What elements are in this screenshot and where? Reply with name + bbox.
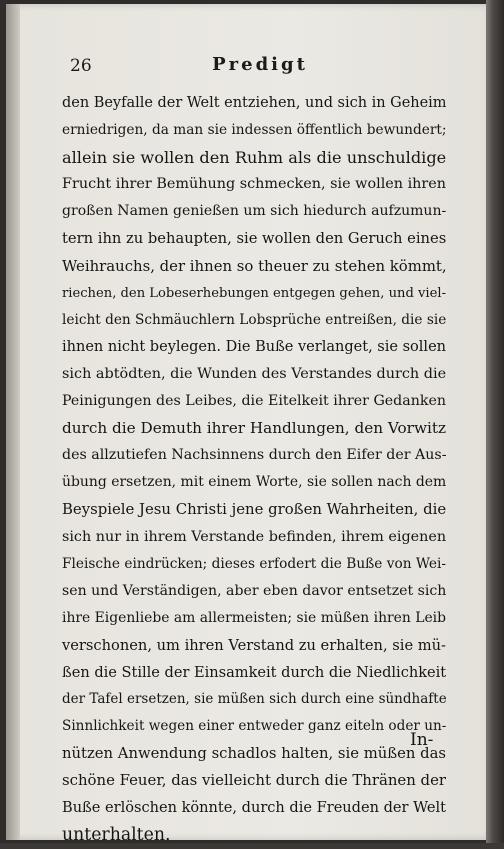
text-line: sich nur in ihrem Verstande befinden, ihrem eigenen [62,528,447,545]
text-line: sen und Verständigen, aber eben davor entsetzet sich [62,582,447,599]
text-line: Fleische eindrücken; dieses erfodert die Buße von Wei- [62,555,446,572]
catchword: In- [410,730,434,750]
text-line: leicht den Schmäuchlern Lobsprüche entreißen, die sie [62,311,447,328]
text-line: übung ersetzen, mit einem Worte, sie sollen nach dem [62,474,447,491]
page-header [60,52,460,78]
text-line: großen Namen genießen um sich hiedurch aufzumun- [62,203,447,220]
text-line: durch die Demuth ihrer Handlungen, den Vorwitz [62,419,446,438]
book-edge [486,0,504,843]
body-text [62,90,446,849]
text-line: verschonen, um ihren Verstand zu erhalten, sie mü- [62,636,446,654]
text-line: Peinigungen des Leibes, die Eitelkeit ihrer Gedanken [62,393,446,410]
text-line: ihre Eigenliebe am allermeisten; sie müßen ihren Leib [62,609,446,626]
page-number: 26 [70,56,92,76]
text-line: den Beyfalle der Welt entziehen, und sich in Geheim [62,95,447,111]
text-line: ßen die Stille der Einsamkeit durch die Niedlichkeit [62,663,447,681]
text-line: Beyspiele Jesu Christi jene großen Wahrheiten, die [62,500,447,519]
running-head: Predigt [212,54,308,75]
text-line: erniedrigen, da man sie indessen öffentlich bewundert; [62,122,447,139]
text-line: Weihrauchs, der ihnen so theuer zu stehen kömmt, [62,256,447,275]
text-line: riechen, den Lobeserhebungen entgegen gehen, und viel- [62,285,446,301]
text-line: nützen Anwendung schadlos halten, sie müßen das [62,745,446,763]
text-line: unterhalten. [62,824,171,845]
text-line: schöne Feuer, das vielleicht durch die Thränen der [62,771,446,790]
text-line: allein sie wollen den Ruhm als die unschuldige [62,148,447,168]
text-line: Sinnlichkeit wegen einer entweder ganz eiteln oder un- [62,718,447,735]
text-line: ihnen nicht beylegen. Die Buße verlanget, sie sollen [62,338,447,355]
text-line: Buße erlöschen könnte, durch die Freuden der Welt [62,799,446,817]
text-line: Frucht ihrer Bemühung schmecken, sie wollen ihren [62,176,447,193]
text-line: tern ihn zu behaupten, sie wollen den Geruch eines [62,230,447,248]
text-line: der Tafel ersetzen, sie müßen sich durch eine sündhafte [62,691,447,708]
text-line: des allzutiefen Nachsinnens durch den Eifer der Aus- [62,447,447,464]
page-gutter [6,4,20,840]
text-line: sich abtödten, die Wunden des Verstandes durch die [62,365,447,382]
